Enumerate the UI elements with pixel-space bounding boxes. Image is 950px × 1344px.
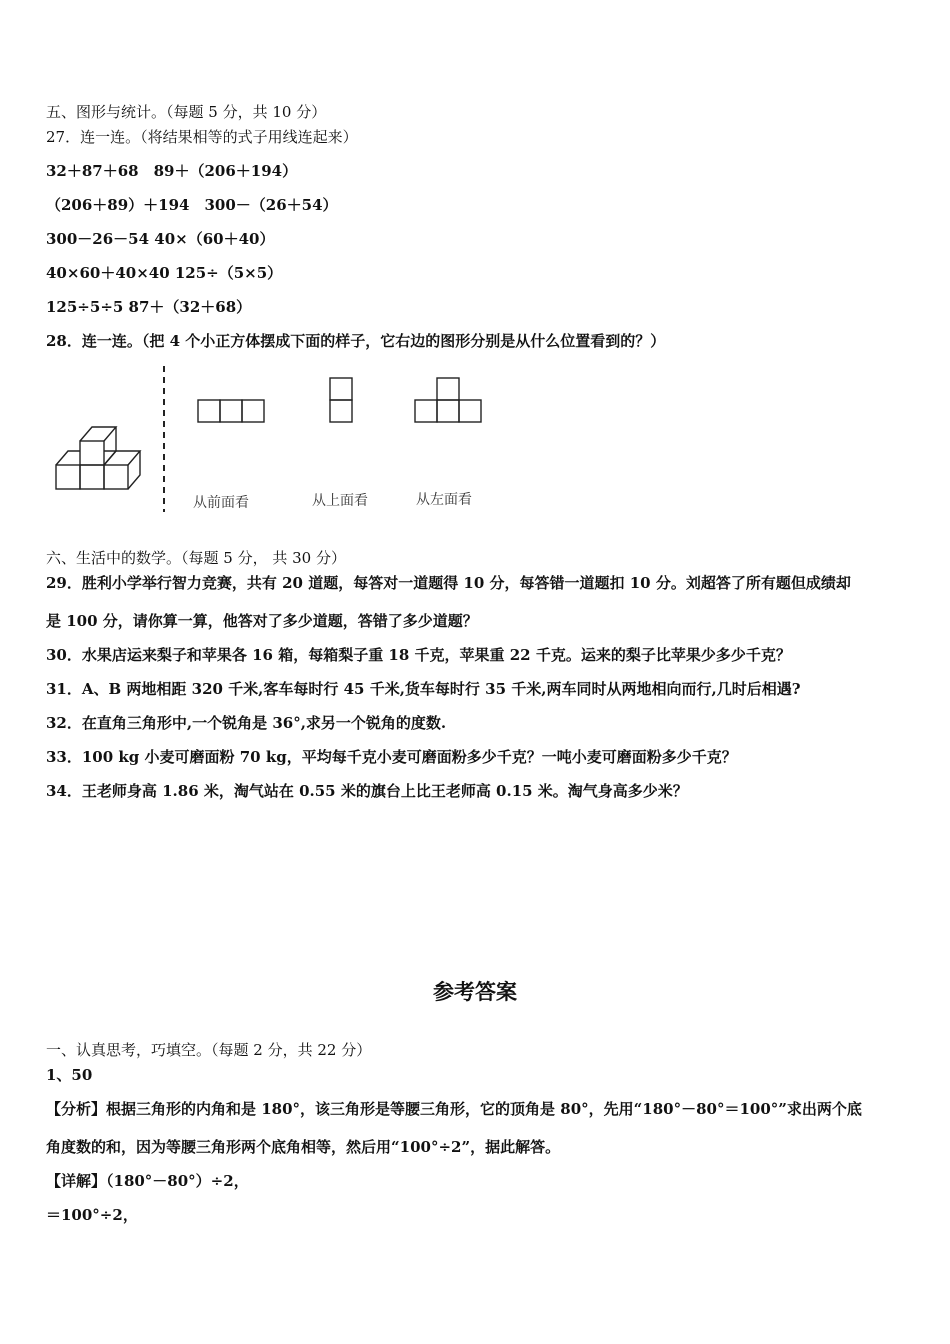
q27-row-4: 40×60＋40×40 125÷（5×5）: [46, 264, 283, 282]
q27-row-5: 125÷5÷5 87＋（32＋68）: [46, 298, 252, 316]
section5-heading: 五、图形与统计。（每题 5 分，共 10 分）: [46, 103, 327, 121]
q34: 34．王老师身高 1.86 米，淘气站在 0.55 米的旗台上比王老师高 0.15 米。淘气身高多少米？: [46, 782, 688, 800]
left-view-label: 从左面看: [416, 492, 472, 508]
detail-line-1: 【详解】（180°－80°）÷2，: [46, 1172, 249, 1190]
detail-line-2: ＝100°÷2，: [46, 1206, 138, 1224]
section6-heading: 六、生活中的数学。（每题 5 分， 共 30 分）: [46, 549, 346, 567]
q27-row-1: 32＋87＋68 89＋（206＋194）: [46, 162, 298, 180]
left-view-drawing: [415, 378, 481, 422]
answers-title: 参考答案: [433, 979, 517, 1004]
q30: 30．水果店运来梨子和苹果各 16 箱，每箱梨子重 18 千克，苹果重 22 千克。运来的梨子比苹果少多少千克？: [46, 646, 791, 664]
front-view-label: 从前面看: [193, 495, 249, 511]
q29-line-2: 是 100 分，请你算一算，他答对了多少道题，答错了多少道题？: [46, 612, 478, 630]
analysis-line-2: 角度数的和，因为等腰三角形两个底角相等，然后用“100°÷2”，据此解答。: [46, 1138, 561, 1156]
answers-section1-heading: 一、认真思考，巧填空。（每题 2 分，共 22 分）: [46, 1041, 372, 1059]
front-view-drawing: [198, 400, 264, 422]
q29-line-1: 29．胜利小学举行智力竞赛，共有 20 道题，每答对一道题得 10 分，每答错一道题扣 10 分。刘超答了所有题但成绩却: [46, 574, 851, 592]
q28-title: 28．连一连。（把 4 个小正方体摆成下面的样子，它右边的图形分别是从什么位置看到的？）: [46, 332, 666, 350]
q27-row-3: 300－26－54 40×（60＋40）: [46, 230, 275, 248]
cube-stack-drawing: [56, 427, 140, 489]
analysis-line-1: 【分析】根据三角形的内角和是 180°，该三角形是等腰三角形，它的顶角是 80°，先用“180°－80°＝100°”求出两个底: [46, 1100, 862, 1118]
q33: 33．100 kg 小麦可磨面粉 70 kg，平均每千克小麦可磨面粉多少千克？一吨小麦可磨面粉多少千克？: [46, 748, 737, 766]
answer-1: 1、50: [46, 1066, 93, 1084]
cube-views-figure: [40, 362, 510, 522]
top-view-label: 从上面看: [312, 493, 368, 509]
top-view-drawing: [330, 378, 352, 422]
q27-title: 27．连一连。（将结果相等的式子用线连起来）: [46, 128, 358, 146]
q32: 32．在直角三角形中,一个锐角是 36°,求另一个锐角的度数.: [46, 714, 447, 732]
q31: 31．A、B 两地相距 320 千米,客车每时行 45 千米,货车每时行 35 千米,两车同时从两地相向而行,几时后相遇?: [46, 680, 801, 698]
q27-row-2: （206＋89）＋194 300－（26＋54）: [46, 196, 338, 214]
